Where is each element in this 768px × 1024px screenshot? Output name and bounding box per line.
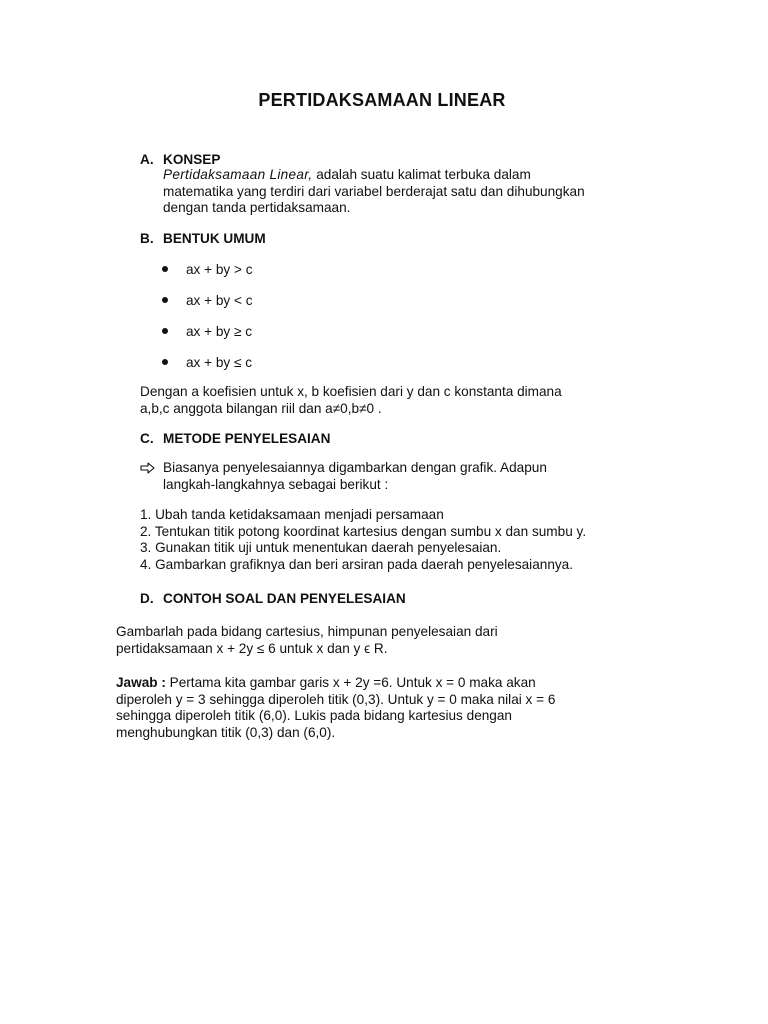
section-a-title: KONSEP	[163, 152, 221, 167]
list-item: 1. Ubah tanda ketidaksamaan menjadi persamaan	[140, 507, 444, 522]
section-d-title: CONTOH SOAL DAN PENYELESAIAN	[163, 591, 406, 606]
jawab-line4: menghubungkan titik (0,3) dan (6,0).	[116, 724, 336, 740]
bullet-dot-icon	[162, 297, 168, 303]
konsep-line1-rest: adalah suatu kalimat terbuka dalam	[312, 167, 531, 182]
jawab-paragraph	[116, 675, 636, 741]
metode-steps-list	[140, 507, 586, 573]
bullet-dot-icon	[162, 328, 168, 334]
section-c-letter: C.	[140, 431, 154, 446]
konsep-line3: dengan tanda pertidaksamaan.	[163, 200, 351, 216]
bentuk-umum-list	[160, 261, 253, 385]
konsep-paragraph	[163, 167, 663, 217]
bullet-dot-icon	[162, 359, 168, 365]
list-item	[160, 292, 253, 323]
section-a-letter: A.	[140, 152, 154, 167]
section-d-letter: D.	[140, 591, 154, 606]
section-b-letter: B.	[140, 231, 154, 246]
soal-line1: Gambarlah pada bidang cartesius, himpunan penyelesaian dari	[116, 624, 498, 639]
bentuk-description	[140, 384, 640, 417]
list-item	[160, 261, 253, 292]
form-text: ax + by ≤ c	[186, 355, 253, 370]
jawab-line3: sehingga diperoleh titik (6,0). Lukis pada bidang kartesius dengan	[116, 708, 512, 724]
bentuk-desc-line1: Dengan a koefisien untuk x, b koefisien dari y dan c konstanta dimana	[140, 384, 562, 399]
form-text: ax + by ≥ c	[186, 324, 253, 339]
list-item	[160, 354, 253, 385]
metode-intro-line2: langkah-langkahnya sebagai berikut :	[163, 476, 389, 492]
jawab-label: Jawab :	[116, 675, 166, 690]
konsep-line2: matematika yang terdiri dari variabel berderajat satu dan dihubungkan	[163, 183, 585, 199]
jawab-line1: Pertama kita gambar garis x + 2y =6. Untuk x = 0 maka akan	[165, 675, 536, 690]
bentuk-desc-line2: a,b,c anggota bilangan riil dan a≠0,b≠0 .	[140, 400, 382, 416]
list-item: 2. Tentukan titik potong koordinat kartesius dengan sumbu x dan sumbu y.	[140, 523, 587, 539]
form-text: ax + by > c	[186, 262, 253, 277]
metode-intro-line1: Biasanya penyelesaiannya digambarkan dengan grafik. Adapun	[163, 460, 547, 475]
list-item	[160, 323, 253, 354]
list-item: 4. Gambarkan grafiknya dan beri arsiran pada daerah penyelesaiannya.	[140, 556, 574, 572]
form-text: ax + by < c	[186, 293, 253, 308]
konsep-term: Pertidaksamaan Linear,	[163, 167, 313, 182]
section-b-heading	[140, 231, 266, 248]
section-d-heading	[140, 591, 406, 608]
metode-intro	[140, 460, 660, 493]
page-title: PERTIDAKSAMAAN LINEAR	[258, 90, 506, 110]
section-b-title: BENTUK UMUM	[163, 231, 266, 246]
contoh-soal	[116, 624, 596, 657]
list-item: 3. Gunakan titik uji untuk menentukan daerah penyelesaian.	[140, 540, 502, 556]
jawab-line2: diperoleh y = 3 sehingga diperoleh titik (0,3). Untuk y = 0 maka nilai x = 6	[116, 691, 556, 707]
soal-line2: pertidaksamaan x + 2y ≤ 6 untuk x dan y ϵ R.	[116, 640, 388, 656]
arrow-right-outline-icon	[140, 460, 156, 476]
section-c-title: METODE PENYELESAIAN	[163, 431, 331, 446]
bullet-dot-icon	[162, 266, 168, 272]
section-c-heading	[140, 431, 330, 448]
